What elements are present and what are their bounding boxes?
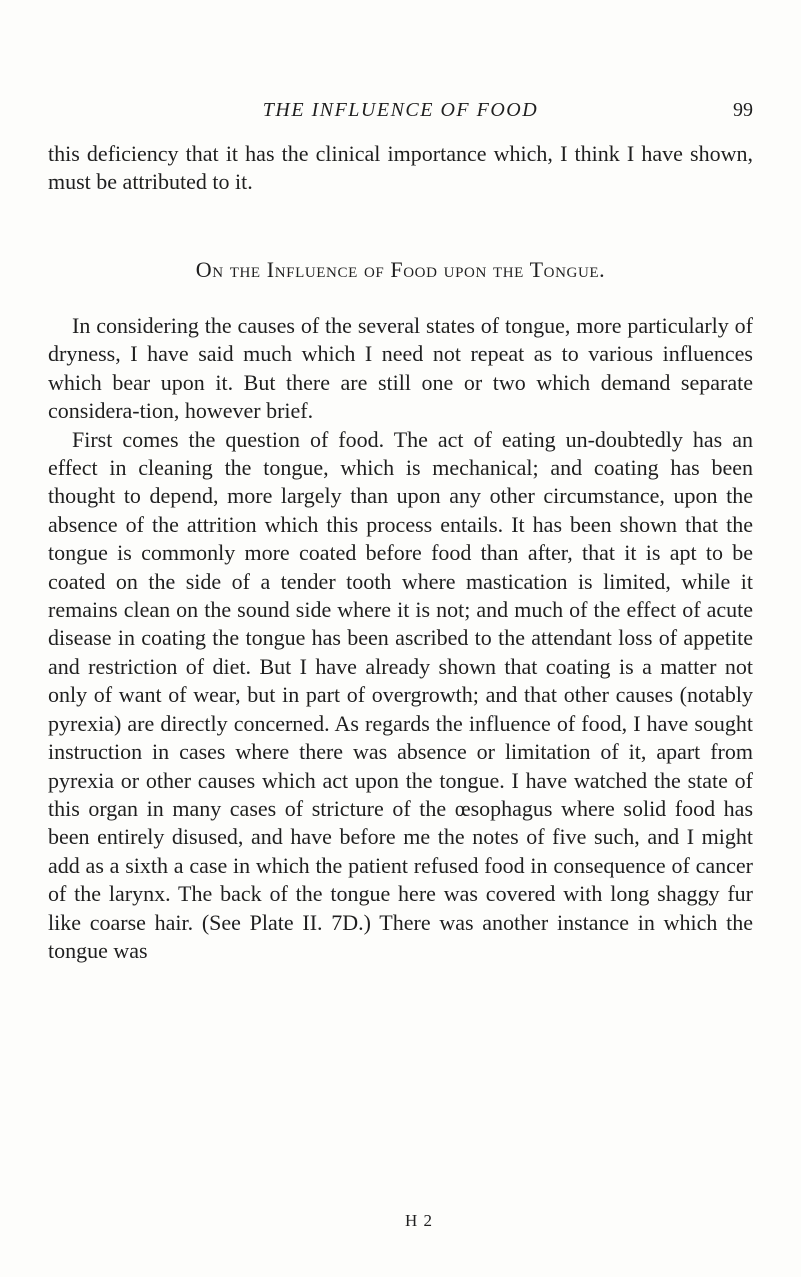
signature-mark: H 2	[405, 1211, 434, 1230]
paragraph-question-of-food: First comes the question of food. The act of eating un-doubtedly has an effect in cleaning the tongue, which is mechanical; and coating has been thought to depend, more largely than upon any other circumstance, upon the absence of the attrition which this process entails. It has been shown that the tongue is commonly more coated before food than after, that it is apt to be coated on the side of a tender tooth where mastication is limited, while it remains clean on the sound side where it is not; and much of the effect of acute disease in coating the tongue has been ascribed to the attendant loss of appetite and restriction of diet. But I have already shown that coating is a matter not only of want of wear, but in part of overgrowth; and that other causes (notably pyrexia) are directly concerned. As regards the influence of food, I have sought instruction in cases where there was absence or limitation of it, apart from pyrexia or other causes which act upon the tongue. I have watched the state of this organ in many cases of stricture of the œsophagus where solid food has been entirely disused, and have before me the notes of five such, and I might add as a sixth a case in which the patient refused food in consequence of cancer of the larynx. The back of the tongue here was covered with long shaggy fur like coarse hair. (See Plate II. 7D.) There was another instance in which the tongue was	[48, 426, 753, 963]
section-heading: On the Influence of Food upon the Tongue.	[195, 257, 606, 282]
running-title: THE INFLUENCE OF FOOD	[262, 99, 539, 121]
paragraph-considering-causes: In considering the causes of the several states of tongue, more particularly of dryness, I have said much which I need not repeat as to various influences which bear upon it. But there are still one or two which demand separate considera-tion, however brief.	[48, 313, 753, 424]
lead-paragraph: this deficiency that it has the clinical importance which, I think I have shown, must be attributed to it.	[48, 141, 753, 195]
running-head	[48, 97, 753, 123]
body-text	[48, 312, 753, 965]
lead-paragraph-block	[48, 140, 753, 197]
page-number: 99	[733, 99, 753, 121]
